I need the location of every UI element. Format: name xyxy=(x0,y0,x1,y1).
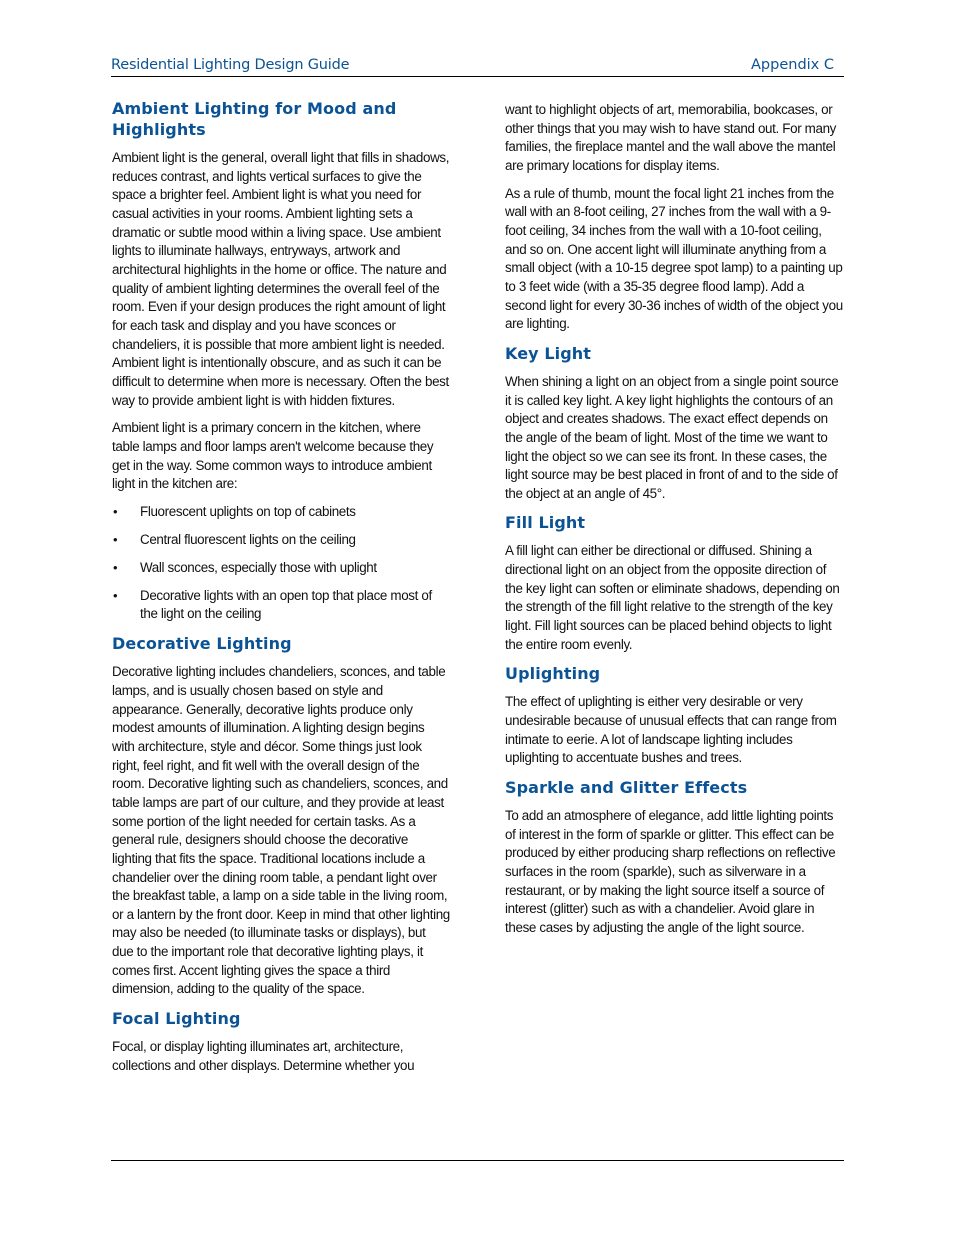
section-focal-continued xyxy=(505,101,845,334)
paragraph: When shining a light on an object from a single point source it is called key light. A key light highlights the contours of an object and creates shadows. The exact effect depends on the angle of the beam of light. Most of the time we want to light the object so we can see its front. In these cases, the light source may be best placed in front of and to the side of the object at an angle of 45°. xyxy=(505,373,839,501)
paragraph: want to highlight objects of art, memorabilia, bookcases, or other things that you may wish to have stand out. For many families, the fireplace mantel and the wall above the mantel are primary locations for display items. xyxy=(505,102,837,173)
appendix-label: Appendix C xyxy=(751,57,834,73)
left-column xyxy=(112,98,450,1084)
heading-fill-light: Fill Light xyxy=(505,513,586,533)
right-column xyxy=(505,101,845,947)
paragraph: The effect of uplighting is either very desirable or very undesirable because of unusual effects that can range from intimate to eerie. A lot of landscape lighting includes uplighting to accentuate bushes and trees. xyxy=(505,694,837,766)
section-ambient-lighting xyxy=(112,98,450,624)
running-header xyxy=(111,56,844,77)
section-uplighting xyxy=(505,663,845,768)
paragraph: Ambient light is a primary concern in the kitchen, where table lamps and floor lamps aren't welcome because they get in the way. Some common ways to introduce ambient light in the kitchen are: xyxy=(112,420,434,492)
section-key-light xyxy=(505,343,845,504)
bullet-list xyxy=(112,503,450,624)
section-fill-light xyxy=(505,512,845,654)
list-item: • Central fluorescent lights on the ceiling xyxy=(112,531,450,550)
footer-rule xyxy=(111,1160,844,1161)
paragraph: Decorative lighting includes chandeliers, sconces, and table lamps, and is usually chosen based on style and appearance. Generally, decorative lights produce only modest amounts of illumination. A lighting design begins with architecture, style and décor. Some things just look right, feel right, and fit well with the overall design of the room. Decorative lighting such as chandeliers, sconces, and table lamps are part of our culture, and they provide at least some portion of the light needed for certain tasks. As a general rule, designers should choose the decorative lighting that fits the space. Traditional locations include a chandelier over the dining room table, a pendant light over the breakfast table, a lamp on a side table in the living room, or a lantern by the front door. Keep in mind that other lighting may also be needed (to illuminate tasks or displays), but due to the important role that decorative lighting plays, it comes first. Accent lighting gives the space a third dimension, adding to the quality of the space. xyxy=(112,664,450,997)
paragraph: Focal, or display lighting illuminates art, architecture, collections and other displays. Determine whether you xyxy=(112,1039,415,1073)
list-item: • Wall sconces, especially those with uplight xyxy=(112,559,450,578)
paragraph: To add an atmosphere of elegance, add little lighting points of interest in the form of sparkle or glitter. This effect can be produced by either producing sharp reflections on reflective surfaces in the room (sparkle), such as silverware in a restaurant, or by making the light source itself a source of interest (glitter) such as with a chandelier. Avoid glare in these cases by adjusting the angle of the light source. xyxy=(505,808,836,935)
heading-focal-lighting: Focal Lighting xyxy=(112,1009,241,1029)
paragraph: Ambient light is the general, overall light that fills in shadows, reduces contrast, and lights vertical surfaces to give the space a brighter feel. Ambient light is what you need for casual activities in your rooms. Ambient lighting sets a dramatic or subtle mood within a living space. Use ambient lights to illuminate hallways, entryways, artwork and architectural highlights in the home or office. The nature and quality of ambient lighting determines the overall feel of the room. Even if your design produces the right amount of light for each task and display and you have sconces or chandeliers, it is possible that more ambient light is needed. Ambient light is intentionally obscure, and as such it can be difficult to determine when more is necessary. Often the best way to provide ambient light is with hidden fixtures. xyxy=(112,150,450,408)
heading-key-light: Key Light xyxy=(505,343,592,363)
section-focal-lighting xyxy=(112,1008,450,1075)
heading-ambient-lighting: Ambient Lighting for Mood and Highlights xyxy=(112,99,397,139)
section-decorative-lighting xyxy=(112,633,450,999)
paragraph: A fill light can either be directional or diffused. Shining a directional light on an object from the opposite direction of the key light can soften or eliminate shadows, depending on the strength of the fill light relative to the strength of the key light. Fill light sources can be placed behind objects to light the entire room evenly. xyxy=(505,543,840,652)
document-title: Residential Lighting Design Guide xyxy=(111,57,350,73)
heading-uplighting: Uplighting xyxy=(505,664,601,684)
section-sparkle-glitter xyxy=(505,777,845,938)
list-item: • Decorative lights with an open top that place most of the light on the ceiling xyxy=(112,587,450,624)
list-item: • Fluorescent uplights on top of cabinets xyxy=(112,503,450,522)
heading-sparkle-glitter: Sparkle and Glitter Effects xyxy=(505,778,748,798)
paragraph: As a rule of thumb, mount the focal light 21 inches from the wall with an 8-foot ceiling, 27 inches from the wall with a 9-foot ceiling, 34 inches from the wall with a 10-foot ceiling, and so on. One accent light will illuminate anything from a small object (with a 10-15 degree spot lamp) to a painting up to 3 feet wide (with a 35-35 degree flood lamp). Add a second light for every 30-36 inches of width of the object you are lighting. xyxy=(505,185,843,332)
heading-decorative-lighting: Decorative Lighting xyxy=(112,634,292,654)
